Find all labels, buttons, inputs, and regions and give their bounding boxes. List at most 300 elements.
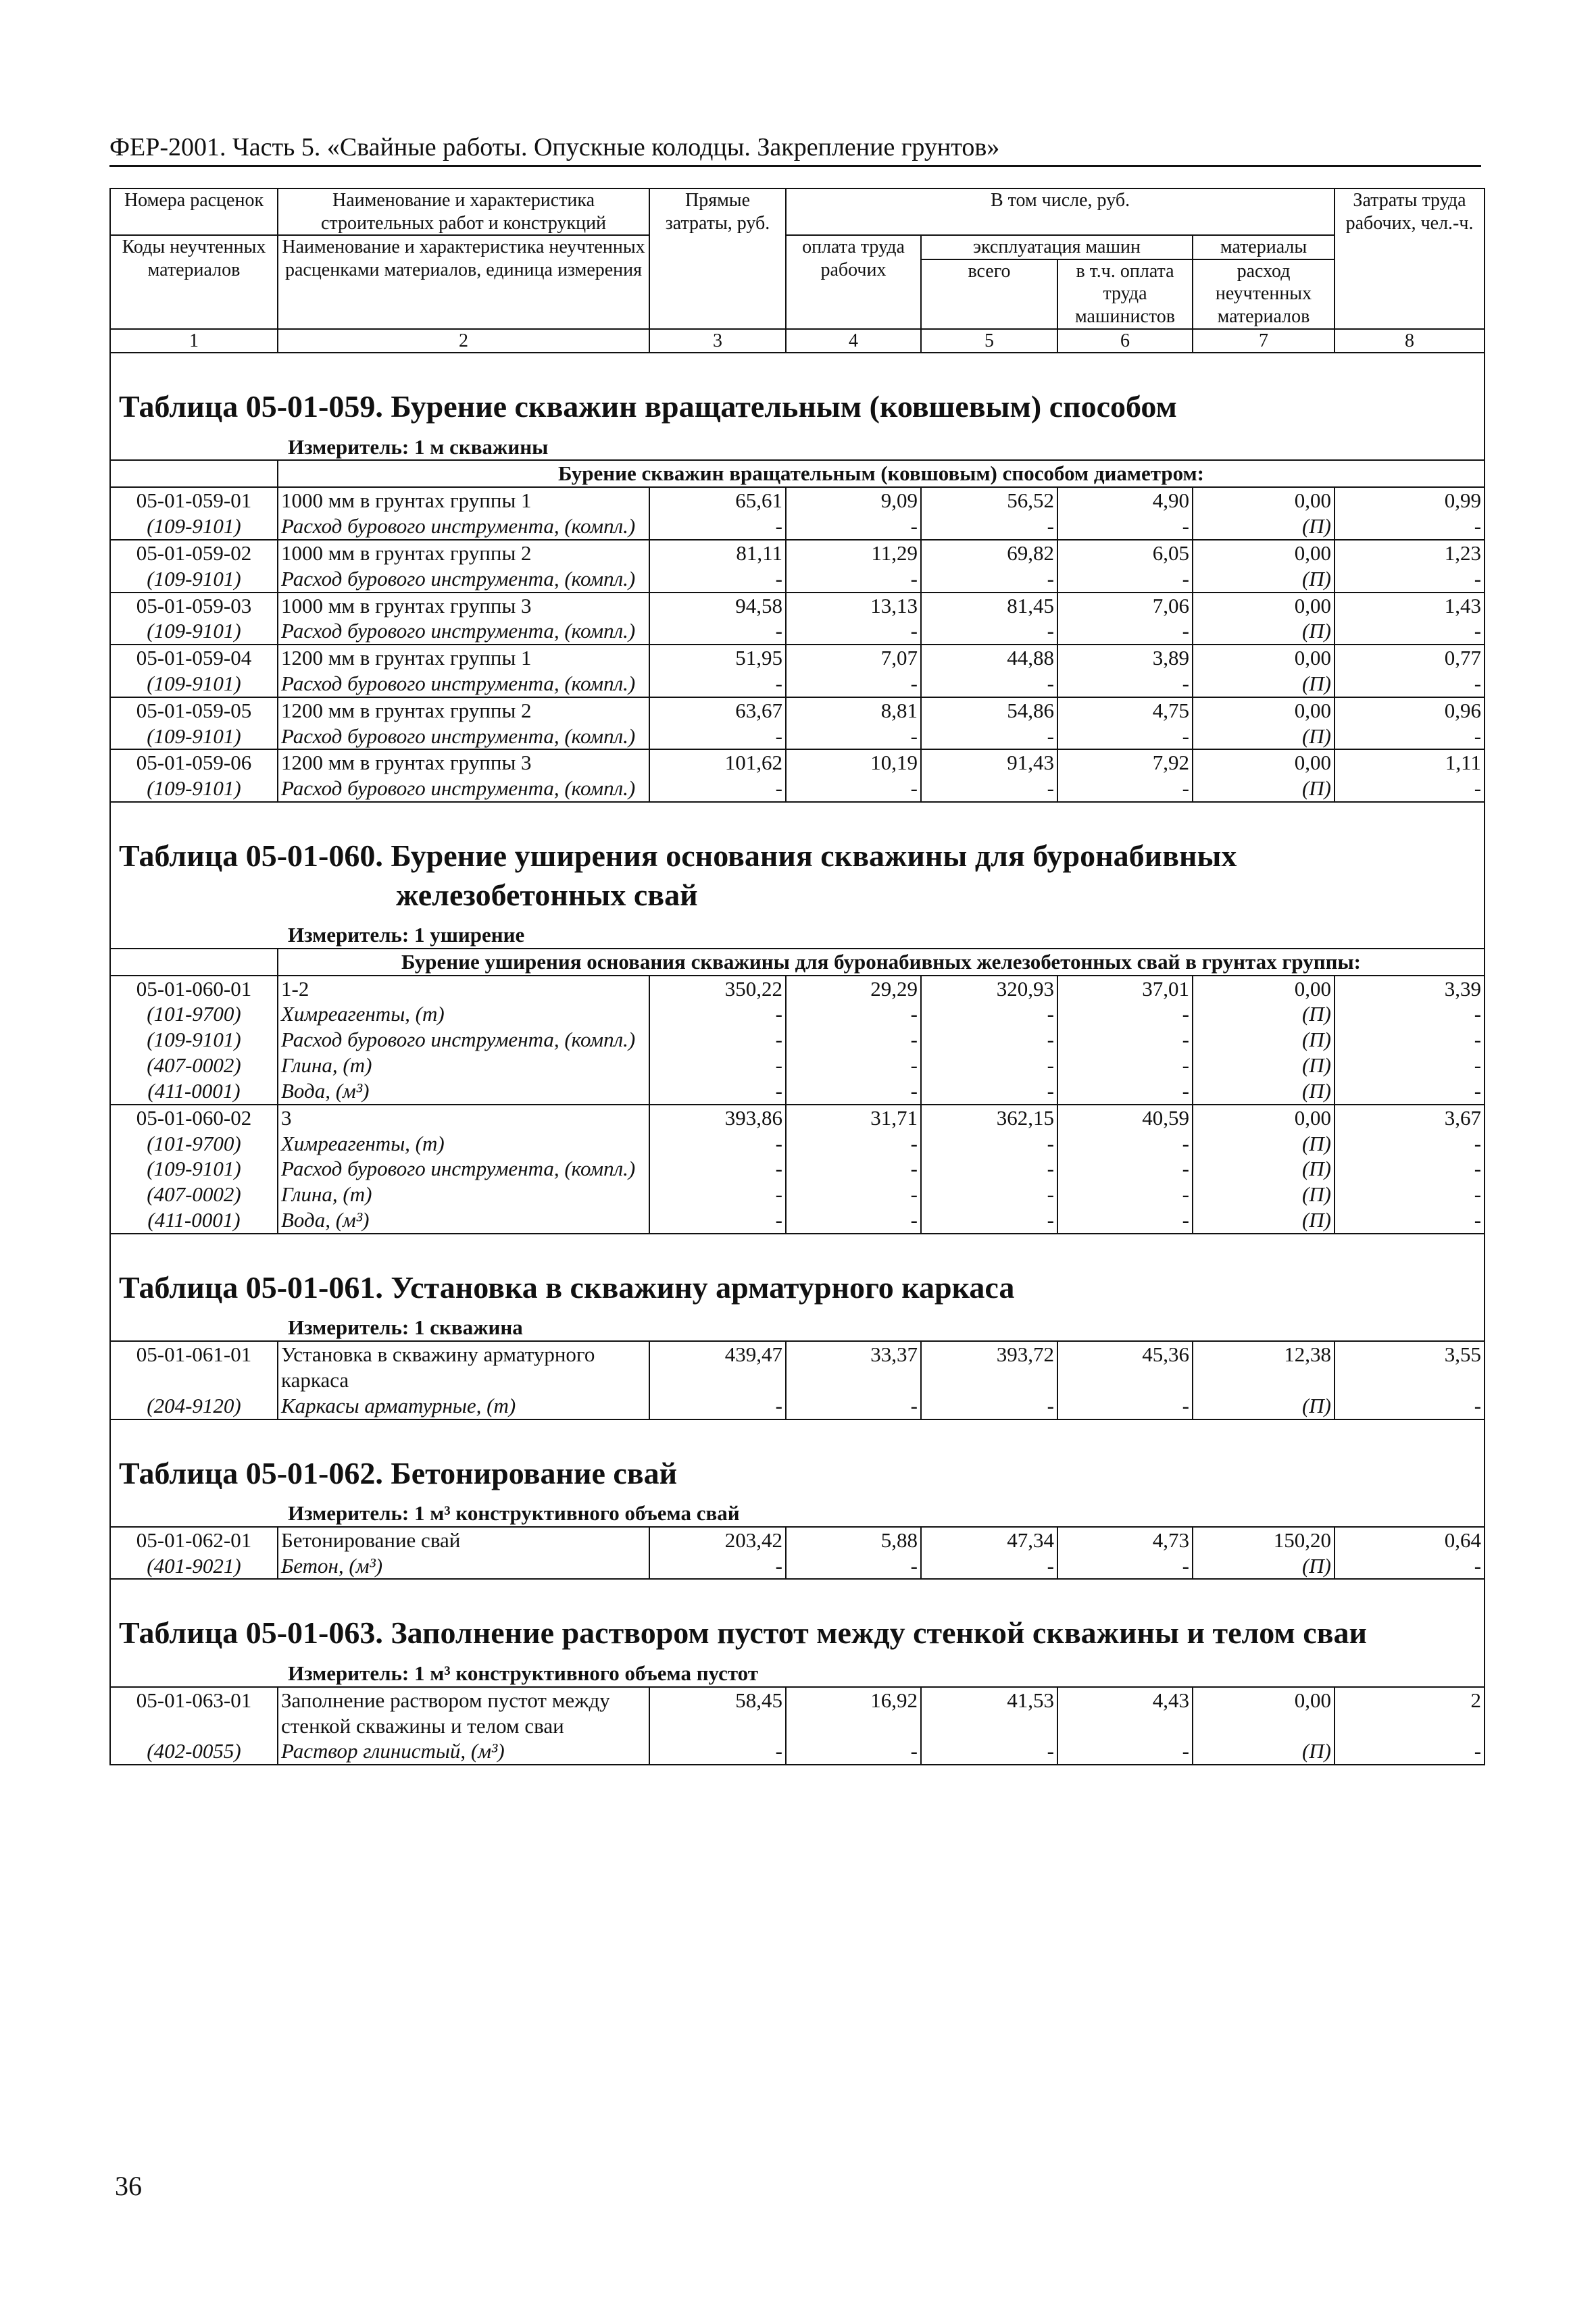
- material-row: [110, 513, 1485, 540]
- rate-value: 0,00: [1193, 645, 1335, 671]
- rate-value: 3,55: [1335, 1341, 1485, 1393]
- col-header-wages: оплата труда рабочих: [786, 235, 921, 328]
- group-header-row: [110, 460, 1485, 487]
- rate-value: 0,64: [1335, 1527, 1485, 1553]
- rate-value: 5,88: [786, 1527, 921, 1553]
- page-header: ФЕР-2001. Часть 5. «Свайные работы. Опускные колодцы. Закрепление грунтов»: [109, 132, 1481, 167]
- material-value: -: [1057, 1553, 1193, 1580]
- rate-name: 1000 мм в грунтах группы 2: [278, 540, 649, 566]
- rate-name: Установка в скважину арматурного каркаса: [278, 1341, 649, 1393]
- material-name: Бетон, (м³): [278, 1553, 649, 1580]
- rate-value: 439,47: [649, 1341, 786, 1393]
- rate-code: 05-01-059-04: [110, 645, 278, 671]
- rate-code: 05-01-062-01: [110, 1527, 278, 1553]
- material-value: -: [921, 671, 1057, 697]
- rate-value: 13,13: [786, 593, 921, 619]
- material-value: -: [921, 1053, 1057, 1078]
- rate-row: [110, 697, 1485, 724]
- rate-value: 37,01: [1057, 976, 1193, 1002]
- rate-code: 05-01-060-02: [110, 1105, 278, 1131]
- material-value: -: [649, 1078, 786, 1105]
- col-number: 2: [278, 329, 649, 353]
- material-value: (П): [1193, 1078, 1335, 1105]
- material-value: -: [921, 724, 1057, 750]
- col-header-name-bottom: Наименование и характеристика неучтенных расценками материалов, единица измерения: [278, 235, 649, 328]
- material-value: -: [1335, 1182, 1485, 1207]
- material-value: -: [1335, 1738, 1485, 1765]
- rate-value: 393,72: [921, 1341, 1057, 1393]
- rate-code: 05-01-063-01: [110, 1687, 278, 1739]
- material-value: -: [1057, 1053, 1193, 1078]
- material-value: -: [786, 776, 921, 802]
- col-number: 5: [921, 329, 1057, 353]
- rate-name: 1000 мм в грунтах группы 3: [278, 593, 649, 619]
- rate-value: 150,20: [1193, 1527, 1335, 1553]
- rate-name: 3: [278, 1105, 649, 1131]
- rate-row: [110, 645, 1485, 671]
- rate-value: 0,99: [1335, 487, 1485, 513]
- rate-value: 29,29: [786, 976, 921, 1002]
- rate-value: 11,29: [786, 540, 921, 566]
- material-code: (109-9101): [110, 724, 278, 750]
- material-value: -: [1335, 724, 1485, 750]
- rate-value: 0,00: [1193, 1105, 1335, 1131]
- table-section-title: [110, 1234, 1485, 1315]
- col-header-codes-top: Номера расценок: [110, 188, 278, 235]
- material-value: -: [786, 513, 921, 540]
- material-name: Расход бурового инструмента, (компл.): [278, 618, 649, 645]
- rate-code: 05-01-059-05: [110, 697, 278, 724]
- material-value: -: [1057, 1078, 1193, 1105]
- rate-value: 65,61: [649, 487, 786, 513]
- material-row: [110, 618, 1485, 645]
- rate-value: 63,67: [649, 697, 786, 724]
- rate-value: 3,67: [1335, 1105, 1485, 1131]
- rate-code: 05-01-060-01: [110, 976, 278, 1002]
- material-row: [110, 1078, 1485, 1105]
- rate-name: Бетонирование свай: [278, 1527, 649, 1553]
- rates-table: [109, 188, 1485, 1765]
- rate-value: 2: [1335, 1687, 1485, 1739]
- rate-value: 47,34: [921, 1527, 1057, 1553]
- material-value: -: [786, 618, 921, 645]
- col-number: 6: [1057, 329, 1193, 353]
- material-code: (109-9101): [110, 671, 278, 697]
- col-header-name-top: Наименование и характеристика строительных работ и конструкций: [278, 188, 649, 235]
- rate-value: 6,05: [1057, 540, 1193, 566]
- material-row: [110, 1053, 1485, 1078]
- rate-value: 31,71: [786, 1105, 921, 1131]
- rate-value: 0,00: [1193, 540, 1335, 566]
- table-meter-row: [110, 922, 1485, 949]
- col-header-incl: В том числе, руб.: [786, 188, 1335, 235]
- material-value: -: [1057, 776, 1193, 802]
- col-header-materials: материалы: [1193, 235, 1335, 259]
- material-value: -: [1335, 1078, 1485, 1105]
- col-header-materials-sub: расход неучтенных материалов: [1193, 259, 1335, 329]
- material-value: -: [786, 1027, 921, 1053]
- rate-value: 9,09: [786, 487, 921, 513]
- rate-value: 101,62: [649, 749, 786, 776]
- material-value: -: [649, 513, 786, 540]
- material-value: (П): [1193, 1156, 1335, 1182]
- col-number: 7: [1193, 329, 1335, 353]
- material-value: -: [649, 724, 786, 750]
- material-value: -: [786, 1131, 921, 1157]
- material-row: [110, 724, 1485, 750]
- material-value: -: [921, 1027, 1057, 1053]
- material-value: -: [1057, 1182, 1193, 1207]
- col-header-codes-bottom: Коды неучтенных материалов: [110, 235, 278, 328]
- material-row: [110, 1182, 1485, 1207]
- table-title: Таблица 05-01-059. Бурение скважин вращательным (ковшевым) способом: [119, 389, 1177, 424]
- material-code: (101-9700): [110, 1001, 278, 1027]
- rate-value: 4,43: [1057, 1687, 1193, 1739]
- rate-value: 16,92: [786, 1687, 921, 1739]
- col-number: 4: [786, 329, 921, 353]
- material-value: -: [1335, 671, 1485, 697]
- rate-value: 0,00: [1193, 749, 1335, 776]
- material-code: (109-9101): [110, 566, 278, 593]
- rate-value: 51,95: [649, 645, 786, 671]
- material-value: (П): [1193, 776, 1335, 802]
- rate-value: 7,06: [1057, 593, 1193, 619]
- material-value: -: [921, 1078, 1057, 1105]
- material-value: -: [1335, 776, 1485, 802]
- material-value: -: [649, 1182, 786, 1207]
- table-meter: Измеритель: 1 м³ конструктивного объема свай: [288, 1501, 740, 1526]
- rate-value: 3,89: [1057, 645, 1193, 671]
- material-value: -: [649, 1131, 786, 1157]
- material-row: [110, 1001, 1485, 1027]
- material-value: -: [649, 1738, 786, 1765]
- col-header-direct: Прямые затраты, руб.: [649, 188, 786, 329]
- material-name: Расход бурового инструмента, (компл.): [278, 724, 649, 750]
- material-value: -: [1335, 1393, 1485, 1419]
- rate-value: 1,11: [1335, 749, 1485, 776]
- rate-value: 0,77: [1335, 645, 1485, 671]
- table-title: Таблица 05-01-060. Бурение уширения основания скважины для буронабивных: [119, 838, 1237, 874]
- rate-value: 69,82: [921, 540, 1057, 566]
- group-header: Бурение скважин вращательным (ковшовым) способом диаметром:: [278, 460, 1485, 487]
- material-value: -: [1335, 1156, 1485, 1182]
- rate-row: [110, 487, 1485, 513]
- rate-row: [110, 1341, 1485, 1393]
- material-value: -: [649, 1553, 786, 1580]
- material-row: [110, 566, 1485, 593]
- rate-code: 05-01-059-01: [110, 487, 278, 513]
- material-value: -: [921, 1553, 1057, 1580]
- rate-value: 4,90: [1057, 487, 1193, 513]
- table-title: Таблица 05-01-062. Бетонирование свай: [119, 1455, 678, 1490]
- rate-value: 44,88: [921, 645, 1057, 671]
- material-value: (П): [1193, 566, 1335, 593]
- material-value: -: [1057, 618, 1193, 645]
- material-value: -: [649, 1027, 786, 1053]
- rate-value: 1,23: [1335, 540, 1485, 566]
- table-meter: Измеритель: 1 м³ конструктивного объема пустот: [288, 1661, 759, 1685]
- material-value: -: [921, 1001, 1057, 1027]
- material-code: (204-9120): [110, 1393, 278, 1419]
- table-title: Таблица 05-01-061. Установка в скважину арматурного каркаса: [119, 1269, 1015, 1305]
- material-value: (П): [1193, 1027, 1335, 1053]
- material-value: -: [1057, 1393, 1193, 1419]
- material-row: [110, 776, 1485, 802]
- rate-value: 393,86: [649, 1105, 786, 1131]
- material-code: (109-9101): [110, 776, 278, 802]
- material-row: [110, 671, 1485, 697]
- material-value: -: [1335, 513, 1485, 540]
- rate-value: 12,38: [1193, 1341, 1335, 1393]
- material-code: (109-9101): [110, 513, 278, 540]
- rate-value: 203,42: [649, 1527, 786, 1553]
- material-value: (П): [1193, 1393, 1335, 1419]
- rate-value: 362,15: [921, 1105, 1057, 1131]
- rate-row: [110, 593, 1485, 619]
- col-header-labor: Затраты труда рабочих, чел.-ч.: [1335, 188, 1485, 329]
- material-value: -: [1057, 671, 1193, 697]
- table-meter: Измеритель: 1 уширение: [288, 923, 525, 947]
- material-value: -: [921, 776, 1057, 802]
- rate-value: 40,59: [1057, 1105, 1193, 1131]
- material-value: -: [1335, 566, 1485, 593]
- material-value: -: [649, 776, 786, 802]
- material-value: -: [786, 1553, 921, 1580]
- table-meter: Измеритель: 1 м скважины: [288, 434, 549, 459]
- rate-value: 0,00: [1193, 697, 1335, 724]
- col-header-machines-wages: в т.ч. оплата труда машинистов: [1057, 259, 1193, 329]
- material-value: -: [649, 1393, 786, 1419]
- rate-value: 4,75: [1057, 697, 1193, 724]
- rate-value: 45,36: [1057, 1341, 1193, 1393]
- group-header-row: [110, 949, 1485, 976]
- rate-value: 0,00: [1193, 487, 1335, 513]
- rate-value: 4,73: [1057, 1527, 1193, 1553]
- material-name: Раствор глинистый, (м³): [278, 1738, 649, 1765]
- material-value: (П): [1193, 671, 1335, 697]
- rate-value: 350,22: [649, 976, 786, 1002]
- rate-value: 3,39: [1335, 976, 1485, 1002]
- material-value: -: [649, 1156, 786, 1182]
- rate-value: 81,45: [921, 593, 1057, 619]
- material-value: -: [786, 566, 921, 593]
- material-value: -: [649, 1053, 786, 1078]
- material-value: -: [921, 566, 1057, 593]
- material-name: Расход бурового инструмента, (компл.): [278, 671, 649, 697]
- rate-row: [110, 1527, 1485, 1553]
- material-value: (П): [1193, 724, 1335, 750]
- material-value: -: [1335, 1001, 1485, 1027]
- material-value: -: [1335, 1553, 1485, 1580]
- material-name: Глина, (т): [278, 1053, 649, 1078]
- material-row: [110, 1553, 1485, 1580]
- table-meter-row: [110, 1501, 1485, 1527]
- material-value: (П): [1193, 1053, 1335, 1078]
- material-value: (П): [1193, 618, 1335, 645]
- material-value: (П): [1193, 1001, 1335, 1027]
- table-meter-row: [110, 1315, 1485, 1341]
- material-row: [110, 1027, 1485, 1053]
- material-value: -: [1335, 1053, 1485, 1078]
- rate-code: 05-01-059-06: [110, 749, 278, 776]
- material-value: -: [1057, 1027, 1193, 1053]
- material-value: -: [1057, 1738, 1193, 1765]
- rate-value: 0,00: [1193, 593, 1335, 619]
- material-value: -: [1057, 566, 1193, 593]
- material-code: (109-9101): [110, 1027, 278, 1053]
- rate-value: 54,86: [921, 697, 1057, 724]
- material-name: Расход бурового инструмента, (компл.): [278, 513, 649, 540]
- rate-name: Заполнение раствором пустот между стенкой скважины и телом сваи: [278, 1687, 649, 1739]
- material-code: (411-0001): [110, 1078, 278, 1105]
- rate-value: 8,81: [786, 697, 921, 724]
- rate-row: [110, 1687, 1485, 1739]
- material-value: (П): [1193, 1131, 1335, 1157]
- table-section-title: [110, 1419, 1485, 1501]
- table-section-title: [110, 1579, 1485, 1661]
- table-body: [110, 353, 1485, 1765]
- rate-value: 58,45: [649, 1687, 786, 1739]
- material-row: [110, 1156, 1485, 1182]
- rate-value: 91,43: [921, 749, 1057, 776]
- rate-row: [110, 976, 1485, 1002]
- material-value: -: [786, 1393, 921, 1419]
- rate-name: 1-2: [278, 976, 649, 1002]
- material-code: (401-9021): [110, 1553, 278, 1580]
- material-value: -: [921, 1738, 1057, 1765]
- rate-value: 41,53: [921, 1687, 1057, 1739]
- col-header-machines-total: всего: [921, 259, 1057, 329]
- material-value: -: [1057, 1001, 1193, 1027]
- material-value: -: [1335, 1131, 1485, 1157]
- material-code: (101-9700): [110, 1131, 278, 1157]
- material-name: Глина, (т): [278, 1182, 649, 1207]
- material-value: -: [921, 1131, 1057, 1157]
- rate-value: 0,00: [1193, 1687, 1335, 1739]
- rate-value: 7,07: [786, 645, 921, 671]
- material-value: -: [921, 513, 1057, 540]
- material-value: -: [1057, 1156, 1193, 1182]
- table-meter-row: [110, 1661, 1485, 1687]
- material-value: -: [1335, 618, 1485, 645]
- group-header: Бурение уширения основания скважины для буронабивных железобетонных свай в грунтах группы:: [278, 949, 1485, 976]
- material-value: -: [921, 618, 1057, 645]
- material-row: [110, 1738, 1485, 1765]
- rate-row: [110, 1105, 1485, 1131]
- material-value: -: [1057, 513, 1193, 540]
- material-value: -: [649, 1001, 786, 1027]
- table-section-title: [110, 802, 1485, 922]
- material-value: (П): [1193, 1182, 1335, 1207]
- rate-code: 05-01-059-02: [110, 540, 278, 566]
- material-name: Расход бурового инструмента, (компл.): [278, 566, 649, 593]
- table-section-title: [110, 353, 1485, 434]
- rate-code: 05-01-059-03: [110, 593, 278, 619]
- material-value: -: [786, 724, 921, 750]
- material-value: -: [1057, 724, 1193, 750]
- rate-value: 81,11: [649, 540, 786, 566]
- rate-row: [110, 749, 1485, 776]
- material-value: -: [786, 1053, 921, 1078]
- material-value: (П): [1193, 513, 1335, 540]
- material-code: (109-9101): [110, 1156, 278, 1182]
- rate-value: 33,37: [786, 1341, 921, 1393]
- material-code: (407-0002): [110, 1182, 278, 1207]
- rate-row: [110, 540, 1485, 566]
- material-name: Химреагенты, (т): [278, 1001, 649, 1027]
- rate-name: 1200 мм в грунтах группы 1: [278, 645, 649, 671]
- material-value: -: [649, 618, 786, 645]
- material-value: -: [921, 1156, 1057, 1182]
- material-row: [110, 1207, 1485, 1234]
- material-value: -: [1335, 1207, 1485, 1234]
- material-name: Расход бурового инструмента, (компл.): [278, 1027, 649, 1053]
- rate-value: 94,58: [649, 593, 786, 619]
- material-name: Расход бурового инструмента, (компл.): [278, 776, 649, 802]
- material-value: (П): [1193, 1553, 1335, 1580]
- rate-value: 56,52: [921, 487, 1057, 513]
- material-value: (П): [1193, 1738, 1335, 1765]
- rate-name: 1000 мм в грунтах группы 1: [278, 487, 649, 513]
- rate-name: 1200 мм в грунтах группы 3: [278, 749, 649, 776]
- material-value: -: [786, 1156, 921, 1182]
- material-value: -: [921, 1182, 1057, 1207]
- table-header: [110, 188, 1485, 353]
- material-value: -: [1335, 1027, 1485, 1053]
- material-code: (411-0001): [110, 1207, 278, 1234]
- material-name: Химреагенты, (т): [278, 1131, 649, 1157]
- material-code: (407-0002): [110, 1053, 278, 1078]
- material-value: -: [786, 1182, 921, 1207]
- material-value: -: [649, 671, 786, 697]
- material-name: Каркасы арматурные, (т): [278, 1393, 649, 1419]
- material-value: -: [921, 1393, 1057, 1419]
- material-row: [110, 1393, 1485, 1419]
- material-value: -: [786, 1207, 921, 1234]
- material-row: [110, 1131, 1485, 1157]
- rate-value: 1,43: [1335, 593, 1485, 619]
- table-title: Таблица 05-01-063. Заполнение раствором пустот между стенкой скважины и телом сваи: [119, 1615, 1368, 1651]
- table-meter-row: [110, 434, 1485, 461]
- rate-value: 320,93: [921, 976, 1057, 1002]
- material-value: -: [1057, 1131, 1193, 1157]
- col-number: 8: [1335, 329, 1485, 353]
- material-name: Вода, (м³): [278, 1078, 649, 1105]
- material-code: (109-9101): [110, 618, 278, 645]
- table-title-line2: железобетонных свай: [396, 877, 698, 912]
- rate-value: 0,96: [1335, 697, 1485, 724]
- page-number: 36: [115, 2171, 142, 2201]
- material-value: -: [786, 1738, 921, 1765]
- material-value: -: [649, 1207, 786, 1234]
- col-number: 3: [649, 329, 786, 353]
- rate-value: 7,92: [1057, 749, 1193, 776]
- material-value: -: [1057, 1207, 1193, 1234]
- rate-name: 1200 мм в грунтах группы 2: [278, 697, 649, 724]
- material-value: (П): [1193, 1207, 1335, 1234]
- material-name: Вода, (м³): [278, 1207, 649, 1234]
- col-header-machines: эксплуатация машин: [921, 235, 1193, 259]
- material-value: -: [786, 671, 921, 697]
- material-code: (402-0055): [110, 1738, 278, 1765]
- material-value: -: [786, 1078, 921, 1105]
- table-meter: Измеритель: 1 скважина: [288, 1315, 523, 1340]
- material-value: -: [786, 1001, 921, 1027]
- material-name: Расход бурового инструмента, (компл.): [278, 1156, 649, 1182]
- col-number: 1: [110, 329, 278, 353]
- material-value: -: [649, 566, 786, 593]
- rate-value: 10,19: [786, 749, 921, 776]
